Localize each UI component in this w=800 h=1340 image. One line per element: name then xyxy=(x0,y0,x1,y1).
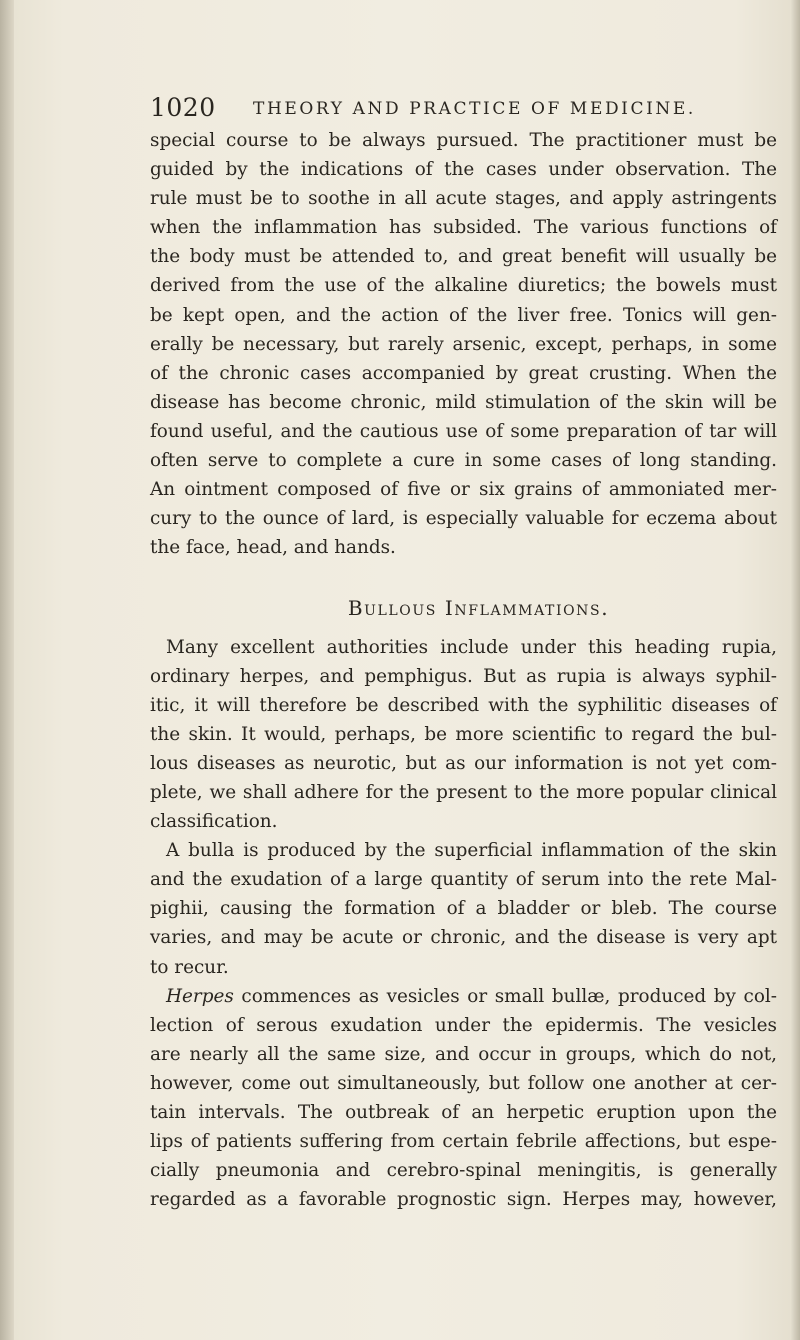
page-header xyxy=(150,93,750,127)
text-line: be kept open, and the action of the liver free. Tonics will gen- xyxy=(150,304,777,326)
text-line: ordinary herpes, and pemphigus. But as rupia is always syphil- xyxy=(150,665,777,687)
text-line: the face, head, and hands. xyxy=(150,537,396,559)
text-line: and the exudation of a large quantity of serum into the rete Mal- xyxy=(150,869,777,891)
text-line: lection of serous exudation under the epidermis. The vesicles xyxy=(150,1014,777,1036)
herpes-term: Herpes xyxy=(166,985,234,1007)
text-fragment: commences as vesicles or small bullæ, produced by col- xyxy=(233,985,777,1007)
text-line: found useful, and the cautious use of some preparation of tar will xyxy=(150,420,777,442)
page-number: 1020 xyxy=(150,93,216,122)
text-line: often serve to complete a cure in some cases of long standing. xyxy=(150,450,777,472)
text-line: varies, and may be acute or chronic, and the disease is very apt xyxy=(150,927,777,949)
text-line: A bulla is produced by the superficial inflammation of the skin xyxy=(166,840,777,862)
text-line: derived from the use of the alkaline diuretics; the bowels must xyxy=(150,275,777,297)
text-line: Many excellent authorities include under this heading rupia, xyxy=(166,636,777,658)
text-line: lips of patients suffering from certain febrile affections, but espe- xyxy=(150,1131,777,1153)
text-line: erally be necessary, but rarely arsenic, except, perhaps, in some xyxy=(150,333,777,355)
text-line: to recur. xyxy=(150,956,229,978)
text-line: are nearly all the same size, and occur in groups, which do not, xyxy=(150,1043,777,1065)
text-line: tain intervals. The outbreak of an herpetic eruption upon the xyxy=(150,1102,777,1123)
text-line: special course to be always pursued. The practitioner must be xyxy=(150,130,777,151)
body-text xyxy=(150,126,777,1214)
text-line: cury to the ounce of lard, is especially valuable for eczema about xyxy=(150,508,777,530)
section-heading: Bullous Inflammations. xyxy=(347,596,610,621)
text-line: the skin. It would, perhaps, be more scientific to regard the bul- xyxy=(150,723,777,745)
page-outer-edge xyxy=(790,0,800,1340)
text-line: regarded as a favorable prognostic sign. Herpes may, however, xyxy=(150,1189,777,1211)
text-line: cially pneumonia and cerebro-spinal meningitis, is generally xyxy=(150,1160,777,1182)
text-line: pighii, causing the formation of a bladder or bleb. The course xyxy=(150,898,777,920)
text-line: rule must be to soothe in all acute stages, and apply astringents xyxy=(150,188,777,210)
text-line: the body must be attended to, and great benefit will usually be xyxy=(150,246,777,268)
page-binding-edge xyxy=(0,0,14,1340)
text-line: guided by the indications of the cases under observation. The xyxy=(150,159,777,181)
text-line: when the inflammation has subsided. The various functions of xyxy=(150,217,777,239)
text-line: lous diseases as neurotic, but as our information is not yet com- xyxy=(150,752,777,774)
text-line: An ointment composed of five or six grains of ammoniated mer- xyxy=(150,479,777,501)
text-line: however, come out simultaneously, but follow one another at cer- xyxy=(150,1072,777,1094)
text-line: plete, we shall adhere for the present to the more popular clinical xyxy=(150,781,777,803)
text-line: itic, it will therefore be described with the syphilitic diseases of xyxy=(150,694,777,716)
text-line: disease has become chronic, mild stimulation of the skin will be xyxy=(150,391,777,413)
text-line: classification. xyxy=(150,811,278,833)
running-title: THEORY AND PRACTICE OF MEDICINE. xyxy=(253,99,696,119)
text-line: of the chronic cases accompanied by great crusting. When the xyxy=(150,362,777,384)
text-line xyxy=(150,982,777,1011)
